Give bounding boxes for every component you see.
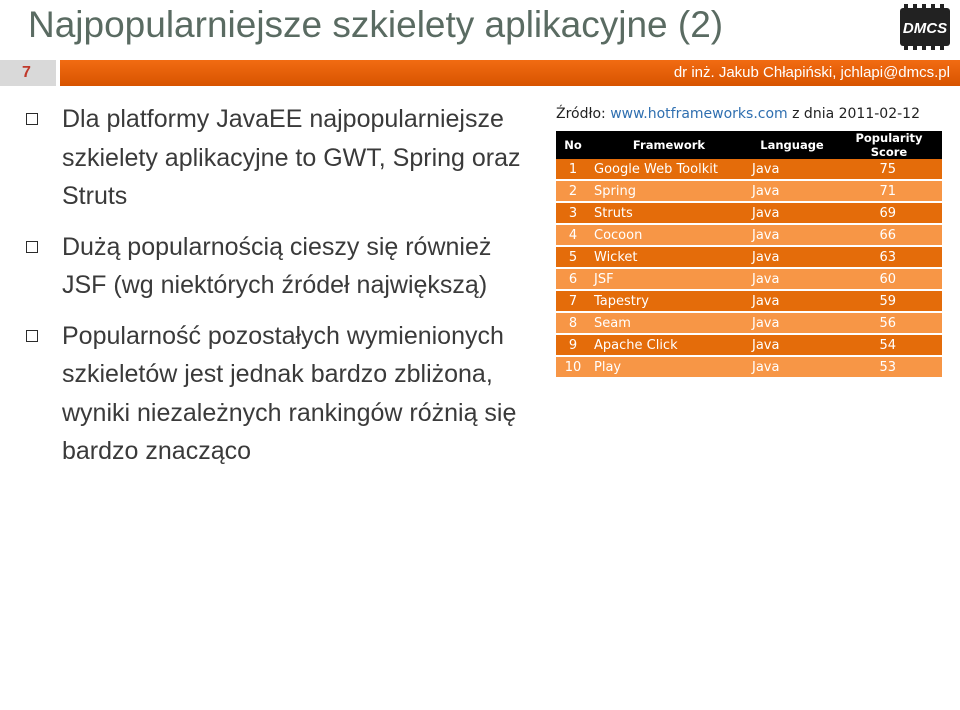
cell-score: 75 — [836, 159, 942, 180]
bullet-text: Dla platformy JavaEE najpopularniejsze szkielety aplikacyjne to GWT, Spring oraz Struts — [62, 105, 521, 210]
header-bar — [0, 60, 960, 86]
table-row — [556, 356, 942, 378]
bullet-item — [26, 228, 531, 305]
cell-no: 1 — [556, 159, 590, 180]
source-note — [556, 106, 920, 122]
header-language: Language — [748, 131, 836, 159]
cell-language: Java — [748, 290, 836, 312]
cell-score: 69 — [836, 202, 942, 224]
cell-no: 8 — [556, 312, 590, 334]
cell-framework: Wicket — [590, 246, 748, 268]
bullet-list — [26, 100, 531, 483]
cell-no: 2 — [556, 180, 590, 202]
cell-framework: Apache Click — [590, 334, 748, 356]
cell-framework: Play — [590, 356, 748, 378]
table-row — [556, 159, 942, 180]
table-row — [556, 334, 942, 356]
cell-language: Java — [748, 268, 836, 290]
cell-language: Java — [748, 246, 836, 268]
ranking-table — [556, 131, 942, 379]
logo-text: DMCS — [902, 20, 948, 37]
cell-no: 5 — [556, 246, 590, 268]
cell-no: 7 — [556, 290, 590, 312]
cell-score: 66 — [836, 224, 942, 246]
cell-framework: Tapestry — [590, 290, 748, 312]
cell-framework: Spring — [590, 180, 748, 202]
source-prefix: Źródło: — [556, 106, 611, 122]
author-strip — [60, 60, 960, 86]
slide-title: Najpopularniejsze szkielety aplikacyjne (2) — [28, 4, 724, 45]
cell-no: 9 — [556, 334, 590, 356]
cell-score: 63 — [836, 246, 942, 268]
header-framework: Framework — [590, 131, 748, 159]
table-row — [556, 246, 942, 268]
table-row — [556, 268, 942, 290]
square-bullet-icon — [26, 330, 38, 342]
cell-score: 54 — [836, 334, 942, 356]
table-row — [556, 224, 942, 246]
cell-language: Java — [748, 202, 836, 224]
cell-language: Java — [748, 356, 836, 378]
cell-score: 53 — [836, 356, 942, 378]
bullet-text: Popularność pozostałych wymienionych szkieletów jest jednak bardzo zbliżona, wyniki niezależnych rankingów różnią się bardzo znacząco — [62, 321, 517, 465]
cell-no: 4 — [556, 224, 590, 246]
header-popularity: Popularity Score — [836, 131, 942, 159]
cell-framework: Seam — [590, 312, 748, 334]
bullet-text: Dużą popularnością cieszy się również JSF (wg niektórych źródeł największą) — [62, 232, 492, 299]
slide-number: 7 — [0, 60, 56, 86]
square-bullet-icon — [26, 241, 38, 253]
header-no: No — [556, 131, 590, 159]
table-row — [556, 312, 942, 334]
bullet-item — [26, 100, 531, 216]
bullet-item — [26, 317, 531, 471]
dmcs-logo — [896, 2, 956, 54]
cell-framework: Cocoon — [590, 224, 748, 246]
cell-language: Java — [748, 224, 836, 246]
source-link[interactable]: www.hotframeworks.com — [610, 106, 788, 122]
cell-language: Java — [748, 334, 836, 356]
cell-language: Java — [748, 180, 836, 202]
cell-score: 56 — [836, 312, 942, 334]
table-row — [556, 202, 942, 224]
cell-no: 6 — [556, 268, 590, 290]
square-bullet-icon — [26, 113, 38, 125]
table-row — [556, 290, 942, 312]
cell-language: Java — [748, 312, 836, 334]
author-credit: dr inż. Jakub Chłapiński, jchlapi@dmcs.pl — [673, 64, 950, 81]
table-row — [556, 180, 942, 202]
cell-score: 71 — [836, 180, 942, 202]
cell-no: 3 — [556, 202, 590, 224]
cell-score: 59 — [836, 290, 942, 312]
cell-framework: Struts — [590, 202, 748, 224]
table-header-row — [556, 131, 942, 159]
cell-language: Java — [748, 159, 836, 180]
cell-framework: JSF — [590, 268, 748, 290]
source-date: z dnia 2011-02-12 — [787, 106, 920, 122]
cell-score: 60 — [836, 268, 942, 290]
cell-no: 10 — [556, 356, 590, 378]
cell-framework: Google Web Toolkit — [590, 159, 748, 180]
